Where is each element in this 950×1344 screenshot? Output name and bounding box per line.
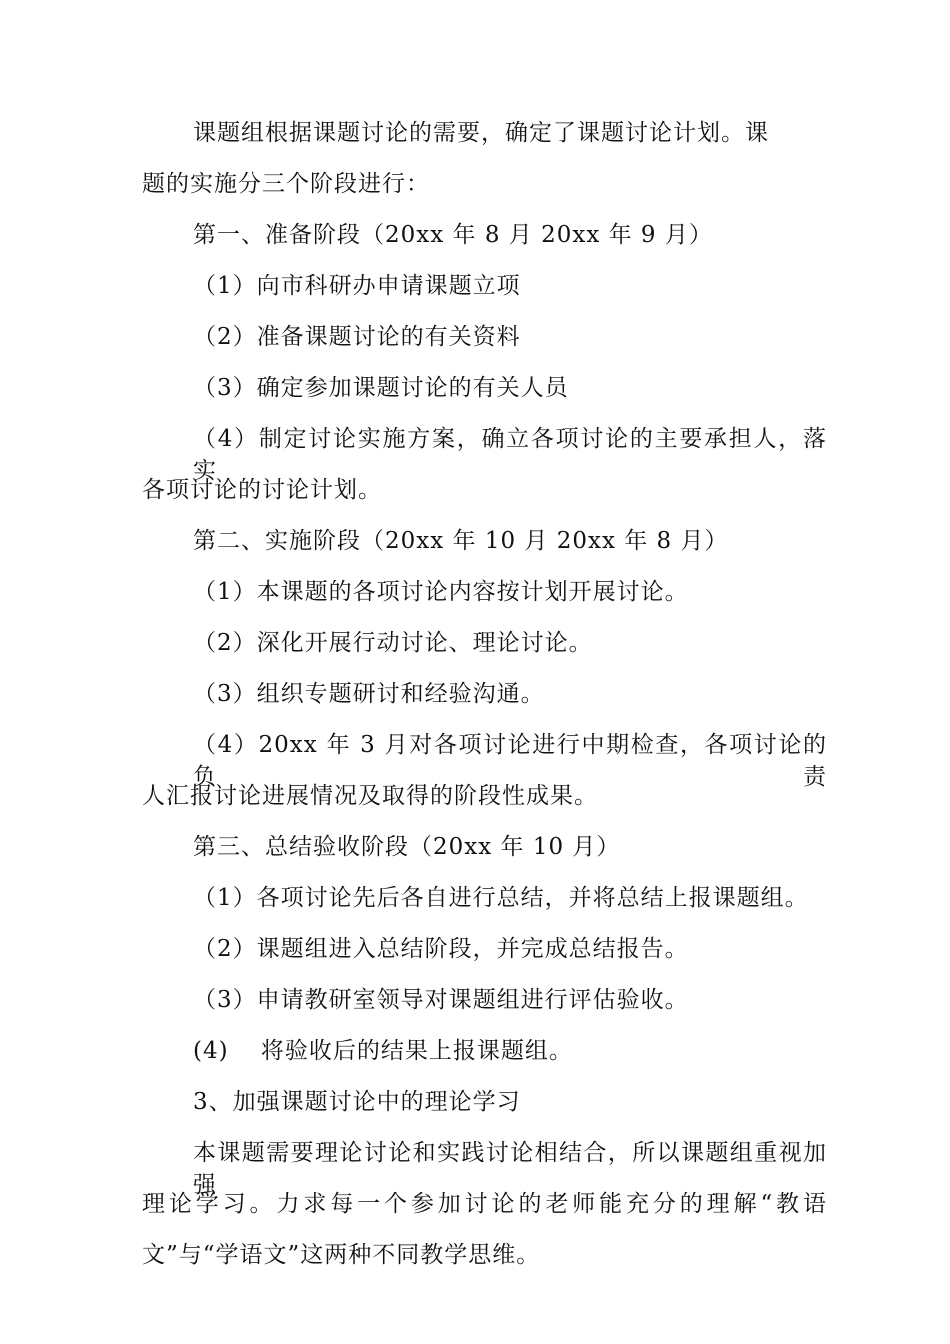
stage-1-item-4-line-1: （4）制定讨论实施方案，确立各项讨论的主要承担人，落实: [193, 426, 827, 484]
paragraph-line-2: 题的实施分三个阶段进行：: [142, 171, 430, 197]
stage-3-heading: 第三、总结验收阶段（20xx 年 10 月）: [193, 834, 621, 860]
section-3-paragraph-line-2: 理论学习。力求每一个参加讨论的老师能充分的理解“教语: [142, 1191, 827, 1217]
paragraph-line-1: 课题组根据课题讨论的需要，确定了课题讨论计划。课: [193, 120, 769, 146]
stage-2-item-2: （2）深化开展行动讨论、理论讨论。: [193, 630, 593, 656]
stage-3-item-1: （1）各项讨论先后各自进行总结，并将总结上报课题组。: [193, 885, 809, 911]
section-3-heading: 3、加强课题讨论中的理论学习: [193, 1089, 521, 1115]
stage-2-item-3: （3）组织专题研讨和经验沟通。: [193, 681, 545, 707]
stage-1-item-2: （2）准备课题讨论的有关资料: [193, 324, 521, 350]
section-3-paragraph-line-1: 本课题需要理论讨论和实践讨论相结合，所以课题组重视加强: [193, 1140, 827, 1198]
stage-1-item-1: （1）向市科研办申请课题立项: [193, 273, 521, 299]
stage-2-item-1: （1）本课题的各项讨论内容按计划开展讨论。: [193, 579, 689, 605]
stage-2-item-4-line-1: （4）20xx 年 3 月对各项讨论进行中期检查，各项讨论的负责: [193, 732, 827, 790]
stage-3-item-3: （3）申请教研室领导对课题组进行评估验收。: [193, 987, 689, 1013]
stage-1-item-3: （3）确定参加课题讨论的有关人员: [193, 375, 569, 401]
section-3-paragraph-line-3: 文”与“学语文”这两种不同教学思维。: [142, 1242, 541, 1268]
stage-3-item-2: （2）课题组进入总结阶段，并完成总结报告。: [193, 936, 689, 962]
stage-1-item-4-line-2: 各项讨论的讨论计划。: [142, 477, 382, 503]
stage-2-item-4-line-2: 人汇报讨论进展情况及取得的阶段性成果。: [142, 783, 598, 809]
stage-2-heading: 第二、实施阶段（20xx 年 10 月 20xx 年 8 月）: [193, 528, 729, 554]
stage-3-item-4: (4) 将验收后的结果上报课题组。: [193, 1038, 573, 1064]
stage-1-heading: 第一、准备阶段（20xx 年 8 月 20xx 年 9 月）: [193, 222, 713, 248]
